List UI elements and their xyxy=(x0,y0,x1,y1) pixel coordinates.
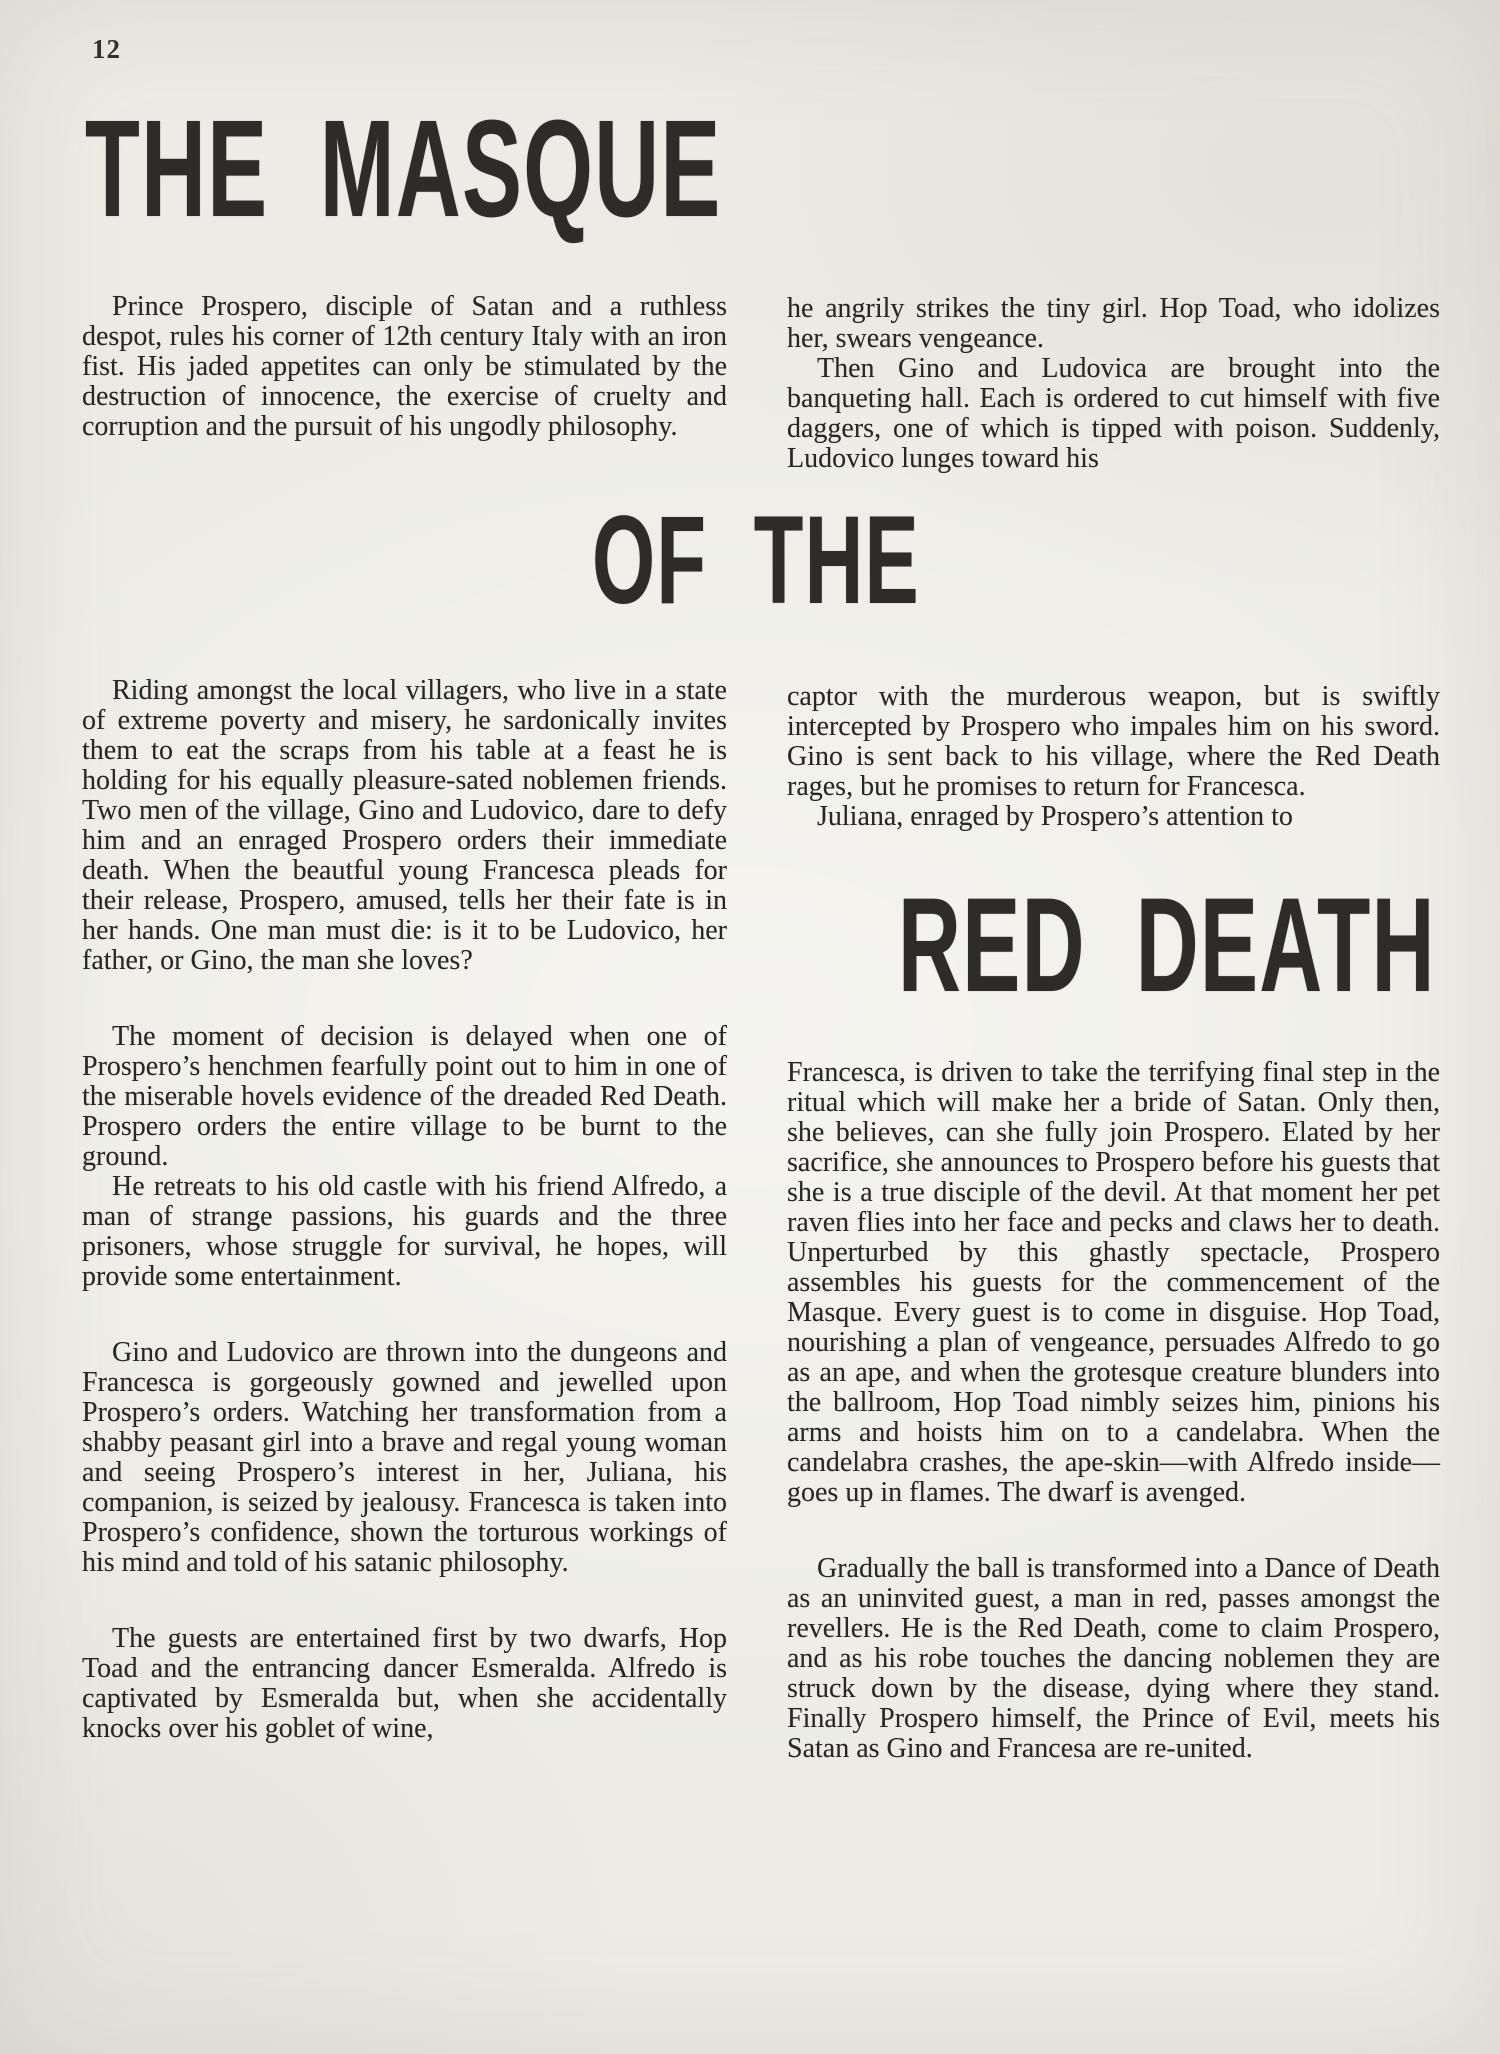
left-column-intro xyxy=(82,292,727,442)
title-of-the xyxy=(592,491,1097,630)
paragraph: He retreats to his old castle with his friend Alfredo, a man of strange passions, his guards and the three prisoners, whose struggle for survival, he hopes, will provide some entertainment. xyxy=(82,1171,727,1292)
paragraph: he angrily strikes the tiny girl. Hop Toad, who idolizes her, swears vengeance. xyxy=(787,293,1440,354)
paragraph: Juliana, enraged by Prospero’s attention to xyxy=(817,801,1293,832)
paragraph: Then Gino and Ludovica are brought into the banqueting hall. Each is ordered to cut himself with five daggers, one of which is tipped with poison. Suddenly, Ludovico lunges toward his xyxy=(787,353,1440,474)
title-red-death-text: RED DEATH xyxy=(898,871,1436,1020)
title-the-masque-text: THE MASQUE xyxy=(85,92,722,246)
paragraph: Gino and Ludovico are thrown into the dungeons and Francesca is gorgeously gowned and jewelled upon Prospero’s orders. Watching her transformation from a shabby peasant girl into a brave and regal young woman and seeing Prospero’s interest in her, Juliana, his companion, is seized by jealousy. Francesca is taken into Prospero’s confidence, shown the torturous workings of his mind and told of his satanic philosophy. xyxy=(82,1337,727,1578)
paragraph: captor with the murderous weapon, but is swiftly intercepted by Prospero who impales him on his sword. Gino is sent back to his village, where the Red Death rages, but he promises to return for Francesca. xyxy=(787,681,1440,802)
paragraph: Francesca, is driven to take the terrifying final step in the ritual which will make her a bride of Satan. Only then, she believes, can she fully join Prospero. Elated by her sacrifice, she announces to Prospero before his guests that she is a true disciple of the devil. At that moment her pet raven flies into her face and pecks and claws her to death. Unperturbed by this ghastly spectacle, Prospero assembles his guests for the commencement of the Masque. Every guest is to come in disguise. Hop Toad, nourishing a plan of vengeance, persuades Alfredo to go as an ape, and when the grotesque creature blunders into the ballroom, Hop Toad nimbly seizes him, pinions his arms and hoists him on to a candelabra. When the candelabra crashes, the ape-skin—with Alfredo inside—goes up in flames. The dwarf is avenged. xyxy=(787,1057,1440,1508)
right-column-bottom xyxy=(787,1058,1440,1764)
paragraph: The moment of decision is delayed when one of Prospero’s henchmen fearfully point out to him in one of the miserable hovels evidence of the dreaded Red Death. Prospero orders the entire village to be burnt to the ground. xyxy=(82,1021,727,1172)
title-the-masque xyxy=(85,92,1064,246)
paragraph: Prince Prospero, disciple of Satan and a ruthless despot, rules his corner of 12th century Italy with an iron fist. His jaded appetites can only be stimulated by the destruction of innocence, the exercise of cruelty and corruption and the pursuit of his ungodly philosophy. xyxy=(82,291,727,442)
left-column-body xyxy=(82,676,727,1744)
paragraph: Riding amongst the local villagers, who live in a state of extreme poverty and misery, he sardonically invites them to eat the scraps from his table at a feast he is holding for his equally pleasure-sated noblemen friends. Two men of the village, Gino and Ludovico, dare to defy him and an enraged Prospero orders their immediate death. When the beautful young Francesca pleads for their release, Prospero, amused, tells her their fate is in her hands. One man must die: is it to be Ludovico, her father, or Gino, the man she loves? xyxy=(82,675,727,976)
right-column-middle xyxy=(787,682,1440,832)
paragraph: The guests are entertained first by two dwarfs, Hop Toad and the entrancing dancer Esmeralda. Alfredo is captivated by Esmeralda but, when she accidentally knocks over his goblet of wine, xyxy=(82,1623,727,1744)
title-of-the-text: OF THE xyxy=(592,491,920,630)
paragraph: Gradually the ball is transformed into a Dance of Death as an uninvited guest, a man in red, passes amongst the revellers. He is the Red Death, come to claim Prospero, and as his robe touches the dancing noblemen they are struck down by the disease, dying where they stand. Finally Prospero himself, the Prince of Evil, meets his Satan as Gino and Francesa are re-united. xyxy=(787,1553,1440,1764)
page-number: 12 xyxy=(92,34,121,64)
title-red-death xyxy=(898,871,1500,1020)
right-column-top xyxy=(787,294,1440,474)
